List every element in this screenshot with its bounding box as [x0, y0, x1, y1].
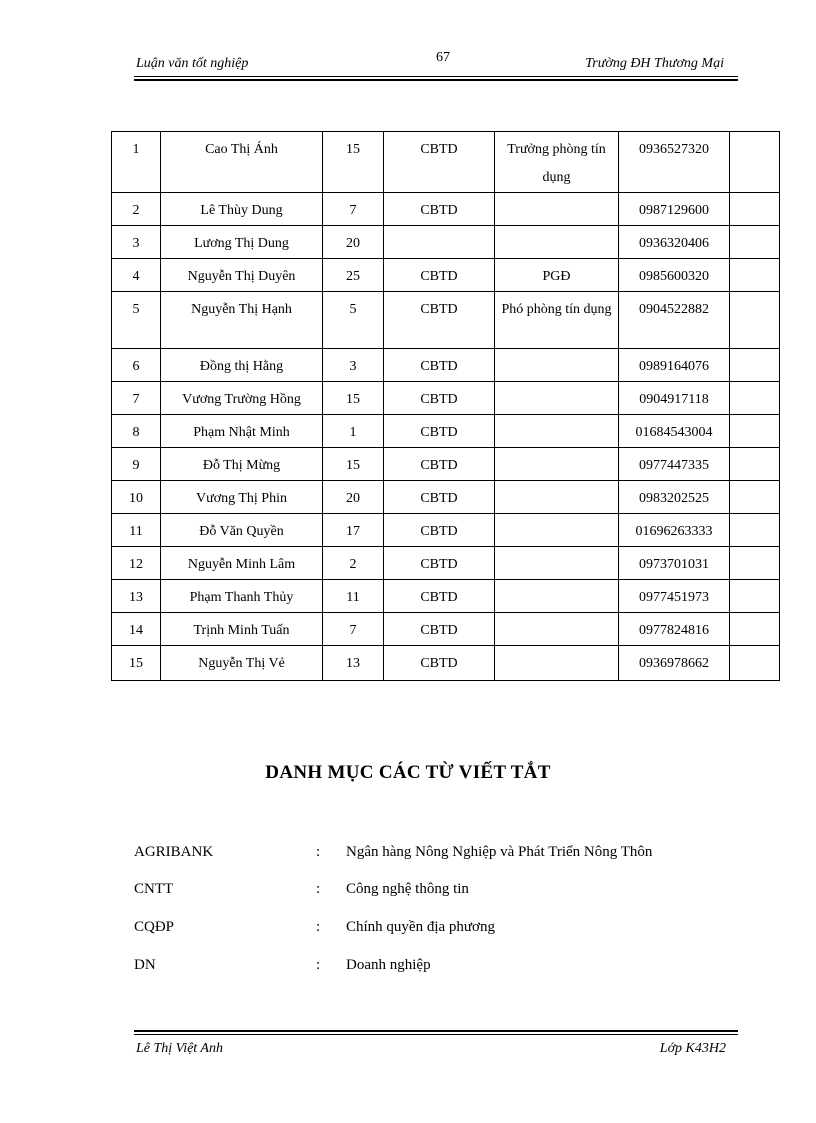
cell-position — [495, 193, 619, 226]
table-row — [112, 481, 780, 514]
cell-years: 20 — [323, 226, 384, 259]
cell-name: Vương Trường Hồng — [161, 382, 323, 415]
cell-note — [730, 481, 780, 514]
cell-years: 17 — [323, 514, 384, 547]
table-row — [112, 580, 780, 613]
cell-name: Nguyễn Minh Lâm — [161, 547, 323, 580]
cell-years: 15 — [323, 132, 384, 193]
page-number: 67 — [436, 50, 450, 65]
cell-stt: 5 — [112, 292, 161, 349]
cell-phone: 0904917118 — [619, 382, 730, 415]
cell-role: CBTD — [384, 514, 495, 547]
cell-note — [730, 448, 780, 481]
table-row — [112, 132, 780, 193]
cell-stt: 4 — [112, 259, 161, 292]
cell-role: CBTD — [384, 646, 495, 681]
table-row — [112, 259, 780, 292]
cell-phone: 0904522882 — [619, 292, 730, 349]
cell-role: CBTD — [384, 481, 495, 514]
cell-stt: 7 — [112, 382, 161, 415]
cell-note — [730, 415, 780, 448]
cell-phone: 01684543004 — [619, 415, 730, 448]
cell-role: CBTD — [384, 580, 495, 613]
cell-name: Đỗ Thị Mừng — [161, 448, 323, 481]
abbreviation-colon: : — [316, 844, 321, 860]
cell-position — [495, 613, 619, 646]
abbreviation-meaning: Ngân hàng Nông Nghiệp và Phát Triển Nông Thôn — [346, 844, 653, 860]
cell-role: CBTD — [384, 292, 495, 349]
cell-stt: 6 — [112, 349, 161, 382]
abbreviation-colon: : — [316, 881, 321, 897]
cell-position — [495, 646, 619, 681]
cell-stt: 11 — [112, 514, 161, 547]
abbreviation-meaning: Công nghệ thông tin — [346, 881, 469, 897]
cell-years: 5 — [323, 292, 384, 349]
cell-stt: 10 — [112, 481, 161, 514]
cell-position — [495, 448, 619, 481]
cell-name: Trịnh Minh Tuấn — [161, 613, 323, 646]
table-row — [112, 193, 780, 226]
cell-position: Phó phòng tín dụng — [495, 292, 619, 349]
abbreviation-meaning: Chính quyền địa phương — [346, 919, 495, 935]
cell-position — [495, 382, 619, 415]
cell-name: Đồng thị Hằng — [161, 349, 323, 382]
cell-years: 1 — [323, 415, 384, 448]
abbreviation-term: CQĐP — [134, 919, 175, 935]
cell-name: Cao Thị Ánh — [161, 132, 323, 193]
cell-role: CBTD — [384, 349, 495, 382]
cell-stt: 13 — [112, 580, 161, 613]
footer-rule-thin — [134, 1034, 738, 1035]
header-thesis-title: Luận văn tốt nghiệp — [136, 56, 249, 71]
cell-note — [730, 259, 780, 292]
table-row — [112, 613, 780, 646]
footer-class: Lớp K43H2 — [659, 1041, 726, 1056]
cell-note — [730, 580, 780, 613]
cell-years: 7 — [323, 193, 384, 226]
cell-stt: 14 — [112, 613, 161, 646]
cell-phone: 0983202525 — [619, 481, 730, 514]
abbreviation-meaning: Doanh nghiệp — [346, 957, 431, 973]
cell-note — [730, 547, 780, 580]
abbreviation-term: AGRIBANK — [134, 844, 214, 860]
cell-name: Lê Thùy Dung — [161, 193, 323, 226]
cell-note — [730, 646, 780, 681]
cell-role: CBTD — [384, 448, 495, 481]
cell-years: 15 — [323, 448, 384, 481]
table-row — [112, 382, 780, 415]
cell-name: Lương Thị Dung — [161, 226, 323, 259]
cell-position — [495, 415, 619, 448]
cell-position — [495, 349, 619, 382]
cell-position — [495, 547, 619, 580]
cell-years: 20 — [323, 481, 384, 514]
cell-phone: 0985600320 — [619, 259, 730, 292]
cell-note — [730, 193, 780, 226]
table-row — [112, 349, 780, 382]
cell-position — [495, 481, 619, 514]
cell-years: 11 — [323, 580, 384, 613]
cell-role: CBTD — [384, 259, 495, 292]
cell-role — [384, 226, 495, 259]
cell-position: Trưởng phòng tín dụng — [495, 132, 619, 193]
cell-name: Nguyễn Thị Duyên — [161, 259, 323, 292]
cell-stt: 15 — [112, 646, 161, 681]
cell-note — [730, 132, 780, 193]
cell-position — [495, 580, 619, 613]
cell-role: CBTD — [384, 613, 495, 646]
cell-phone: 0973701031 — [619, 547, 730, 580]
cell-stt: 1 — [112, 132, 161, 193]
header-university: Trường ĐH Thương Mại — [585, 56, 724, 71]
cell-note — [730, 382, 780, 415]
cell-position: PGĐ — [495, 259, 619, 292]
abbreviation-colon: : — [316, 957, 321, 973]
abbreviations-title: DANH MỤC CÁC TỪ VIẾT TẮT — [265, 762, 551, 783]
abbreviation-term: DN — [134, 957, 156, 973]
cell-years: 2 — [323, 547, 384, 580]
cell-name: Phạm Nhật Minh — [161, 415, 323, 448]
cell-phone: 0977447335 — [619, 448, 730, 481]
cell-years: 13 — [323, 646, 384, 681]
cell-phone: 0977824816 — [619, 613, 730, 646]
cell-years: 7 — [323, 613, 384, 646]
cell-phone: 0987129600 — [619, 193, 730, 226]
table-row — [112, 415, 780, 448]
cell-note — [730, 292, 780, 349]
abbreviation-colon: : — [316, 919, 321, 935]
cell-stt: 8 — [112, 415, 161, 448]
cell-note — [730, 613, 780, 646]
cell-phone: 0936978662 — [619, 646, 730, 681]
cell-name: Đỗ Văn Quyền — [161, 514, 323, 547]
cell-role: CBTD — [384, 547, 495, 580]
cell-stt: 12 — [112, 547, 161, 580]
table-row — [112, 226, 780, 259]
cell-note — [730, 349, 780, 382]
abbreviation-term: CNTT — [134, 881, 174, 897]
staff-table-body — [112, 132, 780, 681]
cell-years: 15 — [323, 382, 384, 415]
cell-phone: 0989164076 — [619, 349, 730, 382]
cell-stt: 2 — [112, 193, 161, 226]
header-rule-thick — [134, 79, 738, 81]
table-row — [112, 292, 780, 349]
cell-note — [730, 514, 780, 547]
cell-position — [495, 514, 619, 547]
cell-role: CBTD — [384, 132, 495, 193]
cell-years: 25 — [323, 259, 384, 292]
cell-phone: 0936527320 — [619, 132, 730, 193]
footer-author: Lê Thị Việt Anh — [136, 1041, 223, 1056]
cell-years: 3 — [323, 349, 384, 382]
cell-name: Vương Thị Phin — [161, 481, 323, 514]
cell-role: CBTD — [384, 415, 495, 448]
cell-phone: 0936320406 — [619, 226, 730, 259]
cell-note — [730, 226, 780, 259]
cell-role: CBTD — [384, 193, 495, 226]
header-rule-thin — [134, 76, 738, 77]
table-row — [112, 448, 780, 481]
cell-position — [495, 226, 619, 259]
cell-name: Nguyễn Thị Vẻ — [161, 646, 323, 681]
cell-stt: 9 — [112, 448, 161, 481]
table-row — [112, 646, 780, 681]
cell-phone: 0977451973 — [619, 580, 730, 613]
staff-table — [111, 131, 780, 681]
cell-stt: 3 — [112, 226, 161, 259]
table-row — [112, 547, 780, 580]
cell-phone: 01696263333 — [619, 514, 730, 547]
cell-name: Nguyễn Thị Hạnh — [161, 292, 323, 349]
cell-name: Phạm Thanh Thủy — [161, 580, 323, 613]
table-row — [112, 514, 780, 547]
cell-role: CBTD — [384, 382, 495, 415]
footer-rule-thick — [134, 1030, 738, 1032]
